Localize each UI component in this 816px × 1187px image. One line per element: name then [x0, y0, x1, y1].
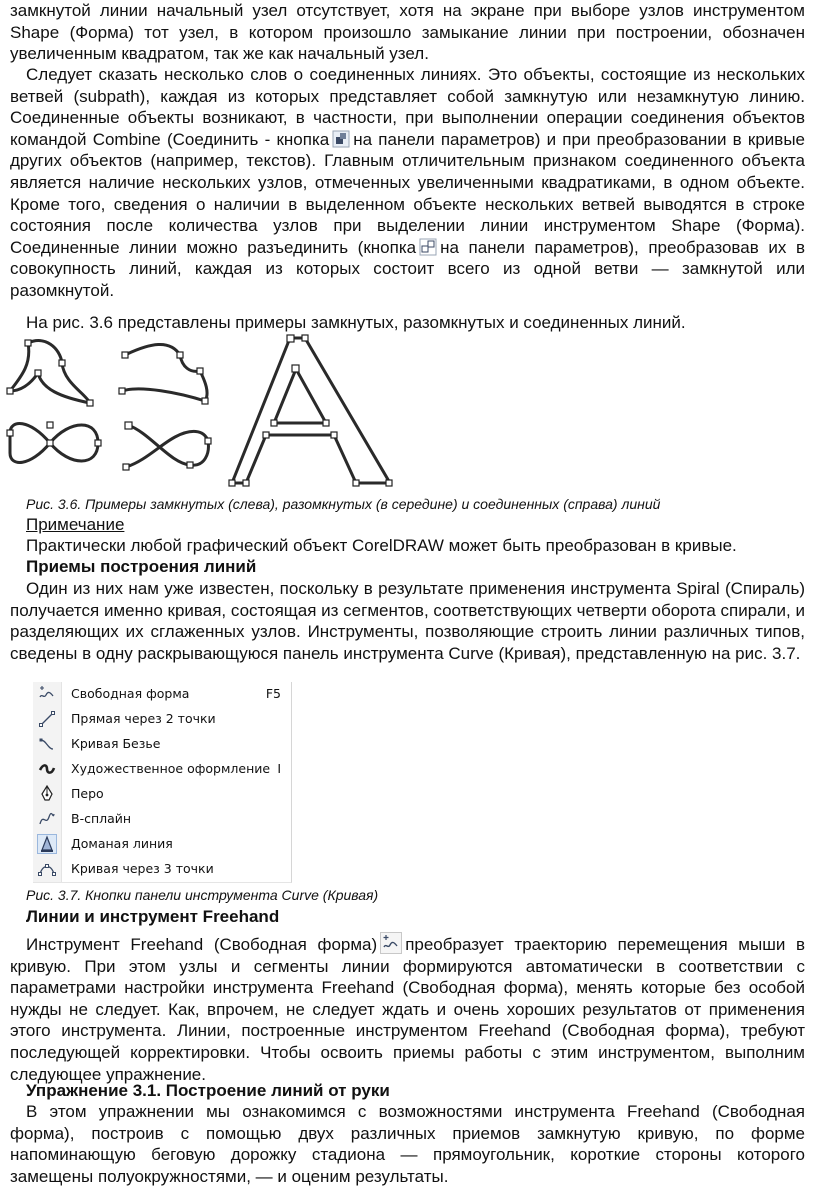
menu-item-shortcut: I: [277, 761, 281, 776]
menu-item-2[interactable]: [33, 732, 291, 757]
menu-item-label: В-сплайн: [71, 811, 132, 826]
polyline-icon: [38, 835, 56, 853]
artistic-media-icon: [38, 760, 56, 778]
figure-3-6: [0, 333, 420, 493]
three-point-curve-icon: [38, 860, 56, 878]
note-heading: Примечание: [26, 515, 125, 534]
paragraph-combined-lines: Следует сказать несколько слов о соединенных линиях. Это объекты, состоящие из нескольких ветвей (subpath), каждая из которых представляет собой замкнутую или незамкнутую линию. Соединенные объекты возникают, в частности, при выполнении операции соединения объектов командой Combine (Соединить - кнопка на панели параметров) и при преобразовании в кривые других объектов (например, текстов). Главным отличительным признаком соединенного объекта является наличие нескольких узлов, отмеченных увеличенными квадратиками, в одном объекте. Кроме того, сведения о наличии в выделенном объекте нескольких ветвей выводятся в строке состояния после количества узлов при выделении линии инструментом Shape (Форма). Соединенные линии можно разъединить (кнопка на панели параметров), преобразовав их в совокупность линий, каждая из которых состоит всего из одной ветви — замкнутой или разомкнутой.: [10, 65, 805, 300]
b-spline-icon: [38, 810, 56, 828]
paragraph-closed-lines: замкнутой линии начальный узел отсутствует, хотя на экране при выборе узлов инструментом Shape (Форма) тот узел, в котором произошло замыкание линии при построении, обозначен увеличенным квадратом, так же как начальный узел.: [10, 1, 805, 64]
bezier-icon: [38, 735, 56, 753]
paragraph-curve-tools: Один из них нам уже известен, поскольку в результате применения инструмента Spiral (Спираль) получается именно кривая, состоящая из сегментов, соответствующих четверти оборота спирали, и разделяющих их сглаженных узлов. Инструменты, позволяющие строить линии различных типов, сведены в одну раскрывающуюся панель инструмента Curve (Кривая), представленную на рис. 3.7.: [10, 579, 805, 663]
freehand-icon: [380, 932, 402, 954]
heading-exercise: Упражнение 3.1. Построение линий от руки: [26, 1081, 390, 1100]
caption-fig-3-6: Рис. 3.6. Примеры замкнутых (слева), разомкнутых (в середине) и соединенных (справа) линий: [26, 496, 661, 512]
two-point-line-icon: [38, 710, 56, 728]
break-apart-icon: [419, 238, 437, 256]
curve-tool-flyout: [33, 682, 292, 883]
lines-illustration: [0, 333, 420, 493]
menu-item-4[interactable]: [33, 782, 291, 807]
freehand-icon: [38, 685, 56, 703]
menu-item-label: Кривая через 3 точки: [71, 861, 214, 876]
menu-item-label: Кривая Безье: [71, 736, 161, 751]
menu-item-0[interactable]: [33, 682, 291, 707]
paragraph-freehand: Инструмент Freehand (Свободная форма) преобразует траекторию перемещения мыши в кривую. При этом узлы и сегменты линии формируются автоматически в соответствии с параметрами настройки инструмента Freehand (Свободная форма), менять которые без особой нужды не следует. Как, впрочем, не следует ждать и очень хороших результатов от применения этого инструмента. Линии, построенные инструментом Freehand (Свободная форма), требуют последующей корректировки. Чтобы освоить приемы работы с этим инструментом, выполним следующее упражнение.: [10, 932, 805, 1085]
heading-freehand: Линии и инструмент Freehand: [26, 907, 280, 926]
pen-icon: [38, 785, 56, 803]
menu-item-label: Свободная форма: [71, 686, 190, 701]
paragraph-note: Практически любой графический объект CorelDRAW может быть преобразован в кривые.: [26, 536, 737, 555]
combine-icon: [332, 130, 350, 148]
menu-item-label: Прямая через 2 точки: [71, 711, 216, 726]
paragraph-fig-ref: На рис. 3.6 представлены примеры замкнутых, разомкнутых и соединенных линий.: [26, 313, 686, 332]
menu-item-label: Художественное оформление: [71, 761, 271, 776]
paragraph-exercise: В этом упражнении мы ознакомимся с возможностями инструмента Freehand (Свободная форма), построив с помощью двух различных приемов замкнутую кривую, по форме напоминающую беговую дорожку стадиона — прямоугольник, короткие стороны которого замещены полуокружностями, — и оценим результаты.: [10, 1102, 805, 1186]
menu-item-label: Доманая линия: [71, 836, 173, 851]
menu-item-6[interactable]: [33, 832, 291, 857]
caption-fig-3-7: Рис. 3.7. Кнопки панели инструмента Curve (Кривая): [26, 887, 379, 903]
menu-item-label: Перо: [71, 786, 104, 801]
menu-item-7[interactable]: [33, 857, 291, 882]
menu-item-3[interactable]: [33, 757, 291, 782]
menu-item-shortcut: F5: [265, 686, 281, 701]
heading-methods: Приемы построения линий: [26, 557, 257, 576]
menu-item-1[interactable]: [33, 707, 291, 732]
menu-item-5[interactable]: [33, 807, 291, 832]
